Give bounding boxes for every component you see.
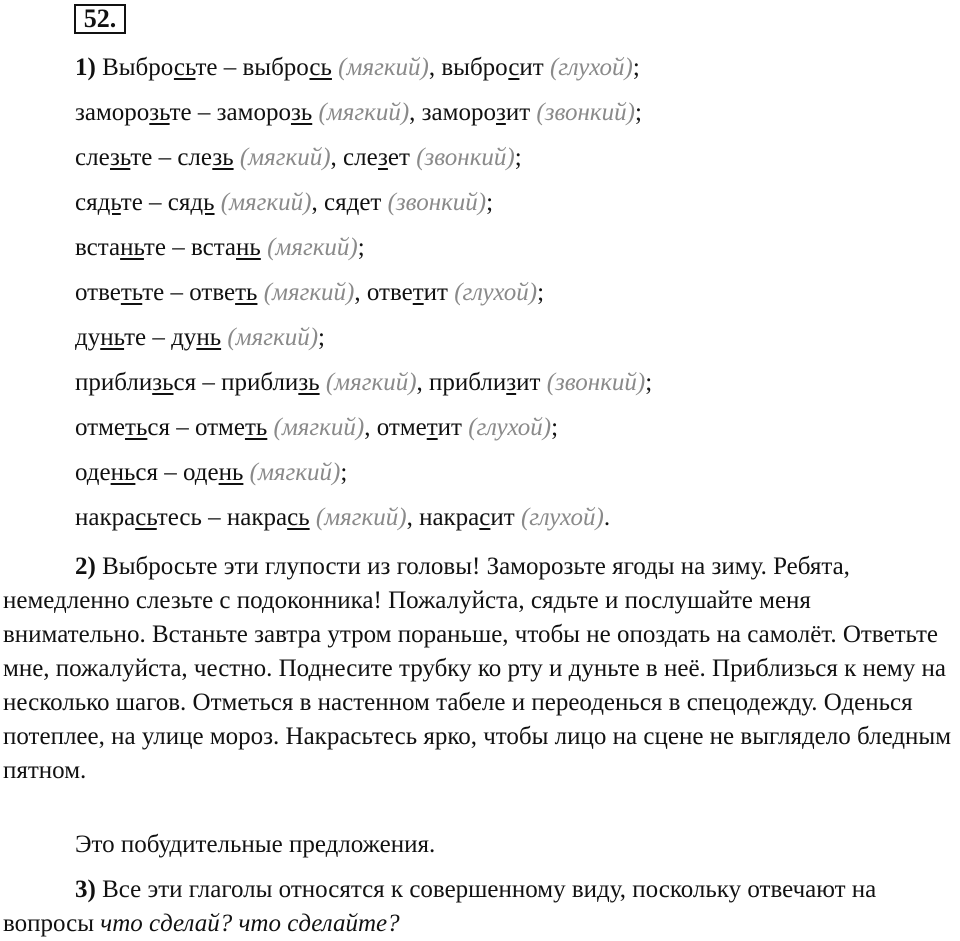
soft-consonant-highlight: зь — [109, 144, 131, 171]
part3-text: Все эти глаголы относятся к совершенному виду, поскольку отвечают на вопросы — [3, 876, 877, 937]
word-pair-row — [75, 183, 955, 228]
word-pair-row — [75, 453, 955, 498]
third-person-ending: ит — [519, 54, 544, 81]
soft-consonant-highlight: ть — [120, 279, 143, 306]
consonant-comment: (глухой) — [454, 279, 538, 306]
imperative-plural-stem: оде — [75, 459, 111, 486]
third-person-ending: ит — [423, 279, 448, 306]
soft-consonant-highlight: нь — [110, 459, 136, 486]
soft-consonant-highlight: зь — [212, 144, 234, 171]
imperative-plural-stem: ду — [75, 324, 101, 351]
soft-consonant-highlight: сь — [309, 54, 332, 81]
imperative-plural-stem: отве — [75, 279, 121, 306]
soft-consonant-highlight: зь — [298, 369, 320, 396]
consonant-comment: (звонкий) — [416, 144, 515, 171]
third-person-ending: ит — [437, 414, 462, 441]
soft-consonant-highlight: сь — [173, 54, 196, 81]
consonant-comment: (мягкий) — [338, 54, 429, 81]
soft-consonant-highlight: зь — [290, 99, 313, 126]
row-punctuation: ; — [645, 369, 653, 396]
part3-label: 3) — [75, 876, 96, 903]
soft-consonant-highlight: ть — [244, 414, 268, 441]
consonant-comment: (мягкий) — [220, 189, 312, 216]
row-punctuation: ; — [340, 459, 348, 486]
consonant-highlight: з — [506, 369, 517, 396]
consonant-highlight: т — [412, 279, 424, 306]
third-person-stem: , отве — [354, 279, 413, 306]
imperative-singular-stem: ся – отме — [147, 414, 245, 441]
word-pair-row — [75, 408, 955, 453]
consonant-comment: (глухой) — [468, 414, 552, 441]
soft-consonant-highlight: зь — [149, 99, 170, 126]
row-punctuation: ; — [486, 189, 494, 216]
consonant-comment: (мягкий) — [263, 279, 355, 306]
imperative-plural-stem: Выбро — [102, 54, 174, 81]
word-pair-row — [75, 48, 955, 93]
soft-consonant-highlight: сь — [287, 504, 310, 531]
soft-consonant-highlight: нь — [236, 234, 261, 261]
word-pair-row — [75, 498, 955, 543]
consonant-comment: (мягкий) — [239, 144, 331, 171]
consonant-comment: (глухой) — [520, 504, 604, 531]
imperative-singular-stem: те – вста — [143, 234, 237, 261]
part2-label: 2) — [75, 553, 96, 580]
part3-questions: что сделай? что сделайте? — [100, 910, 400, 937]
row-punctuation: ; — [514, 144, 522, 171]
soft-consonant-highlight: сь — [135, 504, 157, 531]
third-person-ending: ет — [359, 189, 382, 216]
consonant-comment: (мягкий) — [315, 504, 407, 531]
row-punctuation: ; — [632, 54, 640, 81]
consonant-comment: (мягкий) — [249, 459, 341, 486]
soft-consonant-highlight: дь — [190, 189, 215, 216]
consonant-comment: (звонкий) — [546, 369, 646, 396]
third-person-ending: ит — [516, 369, 541, 396]
part2-text: Выбросьте эти глупости из головы! Заморозьте ягоды на зиму. Ребята, немедленно слезьте с подоконника! Пожалуйста, сядьте и послушайте меня внимательно. Встаньте завтра утром пораньше, чтобы не опоздать на самолёт. Ответьте мне, пожалуйста, честно. Поднесите трубку ко рту и дуньте в неё. Приблизься к нему на несколько шагов. Отметься в настенном табеле и переоденься в спецодежду. Оденься потеплее, на улице мороз. Накрасьтесь ярко, чтобы лицо на сцене не выглядело бледным пятном. — [3, 553, 952, 784]
third-person-ending: ит — [505, 99, 531, 126]
third-person-stem: , отме — [364, 414, 427, 441]
word-pair-row — [75, 93, 955, 138]
part1-label: 1) — [75, 54, 96, 81]
consonant-comment: (мягкий) — [267, 234, 358, 261]
imperative-singular-stem: те – ся — [120, 189, 191, 216]
consonant-comment: (глухой) — [549, 54, 633, 81]
imperative-plural-stem: накра — [75, 504, 136, 531]
soft-consonant-highlight: ть — [235, 279, 258, 306]
soft-consonant-highlight: ть — [125, 414, 148, 441]
third-person-stem: , выбро — [428, 54, 509, 81]
imperative-plural-stem: вста — [75, 234, 121, 261]
soft-consonant-highlight: нь — [100, 324, 125, 351]
imperative-singular-stem: ся – прибли — [173, 369, 299, 396]
consonant-comment: (мягкий) — [227, 324, 319, 351]
row-punctuation: ; — [537, 279, 545, 306]
row-punctuation: ; — [318, 324, 325, 351]
imperative-plural-stem: заморо — [75, 99, 150, 126]
imperative-singular-stem: те – ду — [124, 324, 197, 351]
consonant-comment: (мягкий) — [325, 369, 417, 396]
consonant-comment: (мягкий) — [273, 414, 365, 441]
word-pair-row — [75, 363, 955, 408]
word-pair-row — [75, 138, 955, 183]
word-pair-row — [75, 228, 955, 273]
third-person-stem: , накра — [406, 504, 480, 531]
word-pair-row — [75, 318, 955, 363]
imperative-singular-stem: тесь – накра — [156, 504, 288, 531]
imperative-singular-stem: те – сле — [130, 144, 213, 171]
row-punctuation: . — [603, 504, 611, 531]
third-person-ending: ит — [490, 504, 515, 531]
consonant-comment: (звонкий) — [536, 99, 635, 126]
exercise-number: 52. — [74, 4, 126, 34]
row-punctuation: ; — [357, 234, 365, 261]
part2-note: Это побудительные предложения. — [75, 831, 436, 858]
part3-paragraph — [3, 873, 958, 941]
row-punctuation: ; — [551, 414, 559, 441]
consonant-highlight: з — [495, 99, 506, 126]
imperative-singular-stem: те – выбро — [195, 54, 310, 81]
part2-paragraph — [3, 550, 958, 788]
soft-consonant-highlight: зь — [152, 369, 174, 396]
third-person-stem: , заморо — [409, 99, 496, 126]
soft-consonant-highlight: нь — [120, 234, 144, 261]
imperative-plural-stem: отме — [75, 414, 126, 441]
imperative-plural-stem: прибли — [75, 369, 153, 396]
consonant-comment: (мягкий) — [318, 99, 410, 126]
word-pair-row — [75, 273, 955, 318]
consonant-highlight: с — [508, 54, 520, 81]
imperative-singular-stem: ся – оде — [135, 459, 219, 486]
consonant-comment: (звонкий) — [387, 189, 487, 216]
imperative-singular-stem: те – отве — [142, 279, 236, 306]
third-person-stem: , ся — [311, 189, 347, 216]
third-person-stem: , сле — [330, 144, 379, 171]
third-person-stem: , прибли — [416, 369, 507, 396]
imperative-singular-stem: те – заморо — [169, 99, 291, 126]
consonant-highlight: с — [479, 504, 491, 531]
word-pairs-list — [75, 48, 955, 543]
soft-consonant-highlight: дь — [97, 189, 121, 216]
soft-consonant-highlight: нь — [196, 324, 222, 351]
imperative-plural-stem: сле — [75, 144, 110, 171]
consonant-highlight: т — [426, 414, 438, 441]
consonant-highlight: з — [378, 144, 388, 171]
soft-consonant-highlight: нь — [218, 459, 244, 486]
row-punctuation: ; — [634, 99, 642, 126]
imperative-plural-stem: ся — [75, 189, 98, 216]
third-person-ending: ет — [387, 144, 410, 171]
consonant-highlight: д — [346, 189, 360, 216]
